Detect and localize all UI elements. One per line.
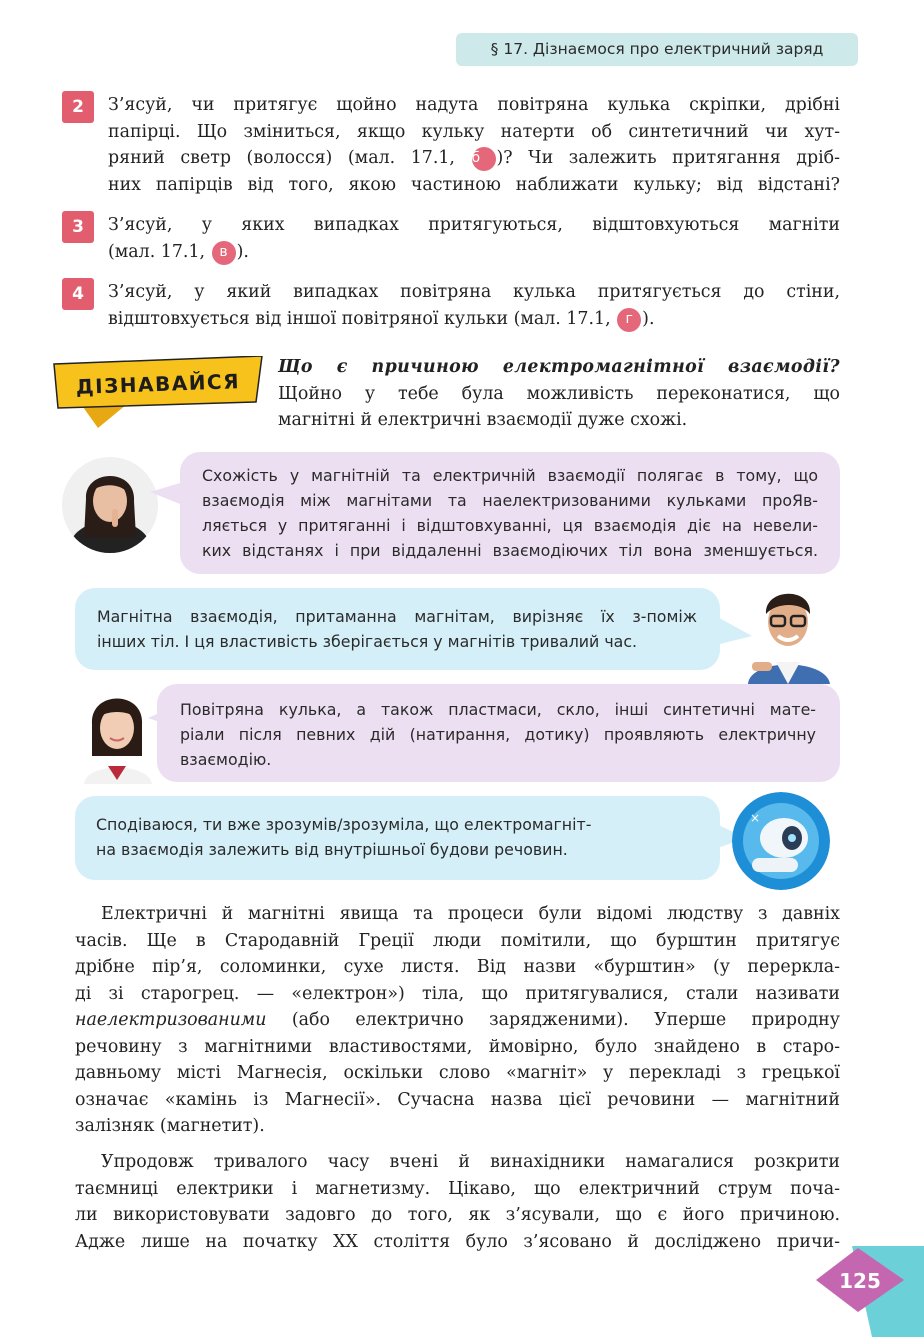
dialog-1-line-4: ких відстанях і при віддаленні взаємодіючих тіл вона зменшується. <box>202 541 818 560</box>
figure-badge-b: б <box>472 147 496 171</box>
dialog-1-line-3: ляється у притяганні і відштовхуванні, ця взаємодія діє на невели- <box>202 516 818 535</box>
task-3-line-1: З’ясуй, у яких випадках притягуються, відштовхуються магніти <box>108 215 840 235</box>
paragraph-1-line-3: дрібне пір’я, соломинки, сухе листя. Від назви «бурштин» (у переркла- <box>75 957 840 977</box>
paragraph-1-line-2: часів. Ще в Стародавній Греції люди помітили, що бурштин притягує <box>75 930 840 951</box>
dialog-bubble-3 <box>157 684 840 782</box>
dialog-2-line-1: Магнітна взаємодія, притаманна магнітам, вирізняє їх з-поміж <box>97 607 697 626</box>
dialog-bubble-1 <box>180 452 840 574</box>
avatar-girl-2 <box>76 684 158 784</box>
paragraph-2-line-4: Адже лише на початку ХХ століття було з’ясовано й досліджено причи- <box>75 1231 840 1252</box>
learn-banner <box>50 356 265 431</box>
paragraph-1 <box>75 901 840 1140</box>
paragraph-1-line-5: наелектризованими (або електрично зарядженими). Уперше природну <box>75 1010 840 1030</box>
dialog-4-line-2: на взаємодія залежить від внутрішньої будови речовин. <box>96 840 568 859</box>
figure-badge-v: в <box>212 241 236 265</box>
task-3-line-2: (мал. 17.1, в ). <box>108 239 840 266</box>
dialog-bubble-2 <box>75 588 720 670</box>
paragraph-1-line-4: ді зі старогрец. — «електрон») тіла, що притягувалися, стали називати <box>75 983 840 1004</box>
learn-banner-label: ДІЗНАВАЙСЯ <box>75 369 241 399</box>
section-header-tab: § 17. Дізнаємося про електричний заряд <box>456 33 858 66</box>
task-number-3: 3 <box>62 211 94 243</box>
task-2-line-4: них папірців від того, якою частиною наближати кульку; від відстані? <box>108 174 840 195</box>
task-4-text <box>108 279 840 332</box>
task-2-line-1: З’ясуй, чи притягує щойно надута повітряна кулька скріпки, дрібні <box>108 95 840 115</box>
dialog-1-line-2: взаємодія між магнітами та наелектризованими кульками проЯв- <box>202 491 818 510</box>
paragraph-1-line-6: речовину з магнітними властивостями, ймовірно, було знайдено в старо- <box>75 1036 840 1057</box>
paragraph-1-line-7: давньому місті Магнесія, оскільки слово «магніт» у перекладі з грецької <box>75 1063 840 1083</box>
avatar-robot <box>732 792 830 890</box>
figure-badge-g: г <box>617 308 641 332</box>
dialog-1-line-1: Схожість у магнітній та електричній взаємодії полягає в тому, що <box>202 466 818 485</box>
dialog-3-line-1: Повітряна кулька, а також пластмаси, скло, інші синтетичні мате- <box>180 700 816 719</box>
paragraph-2-line-3: ли використовувати задовго до того, як з’ясували, що є його причиною. <box>75 1205 840 1225</box>
learn-line-2: магнітні й електричні взаємодії дуже схожі. <box>278 410 688 430</box>
paragraph-2-line-2: таємниці електрики і магнетизму. Цікаво, що електричний струм поча- <box>75 1178 840 1199</box>
page-number: 125 <box>839 1269 881 1293</box>
learn-text <box>278 354 840 434</box>
dialog-2-line-2: інших тіл. І ця властивість зберігається у магнітів тривалий час. <box>97 632 638 651</box>
task-number-2: 2 <box>62 91 94 123</box>
learn-line-1: Щойно у тебе була можливість переконатися, що <box>278 383 840 404</box>
paragraph-1-line-9: залізняк (магнетит). <box>75 1116 265 1136</box>
paragraph-1-line-1: Електричні й магнітні явища та процеси були відомі людству з давніх <box>101 904 840 924</box>
task-2-line-3: ряний светр (волосся) (мал. 17.1, б )? Чи залежить притягання дріб- <box>108 145 840 172</box>
avatar-boy <box>742 584 834 684</box>
page-number-badge <box>812 1246 924 1337</box>
italic-term: наелектризованими <box>75 1010 267 1030</box>
task-number-4: 4 <box>62 278 94 310</box>
robot-x-mark-icon: × <box>750 811 761 825</box>
paragraph-1-line-8: означає «камінь із Магнесії». Сучасна назва цієї речовини — магнітний <box>75 1089 840 1110</box>
dialog-bubble-4 <box>75 796 720 880</box>
task-3-text <box>108 212 840 265</box>
dialog-4-line-1: Сподіваюся, ти вже зрозумів/зрозуміла, що електромагніт- <box>96 815 592 834</box>
task-2-text <box>108 92 840 198</box>
paragraph-2 <box>75 1149 840 1255</box>
dialog-3-line-2: ріали після певних дій (натирання, дотику) проявляють електричну <box>180 725 816 744</box>
paragraph-2-line-1: Упродовж тривалого часу вчені й винахідники намагалися розкрити <box>101 1152 840 1172</box>
dialog-3-line-3: взаємодію. <box>180 750 272 769</box>
avatar-girl-1 <box>62 457 158 553</box>
learn-question: Що є причиною електромагнітної взаємодії? <box>278 357 840 377</box>
task-4-line-2: відштовхується від іншої повітряної кульки (мал. 17.1, г ). <box>108 306 840 333</box>
task-2-line-2: папірці. Що зміниться, якщо кульку натерти об синтетичний чи хут- <box>108 121 840 142</box>
task-4-line-1: З’ясуй, у який випадках повітряна кулька притягується до стіни, <box>108 282 840 302</box>
